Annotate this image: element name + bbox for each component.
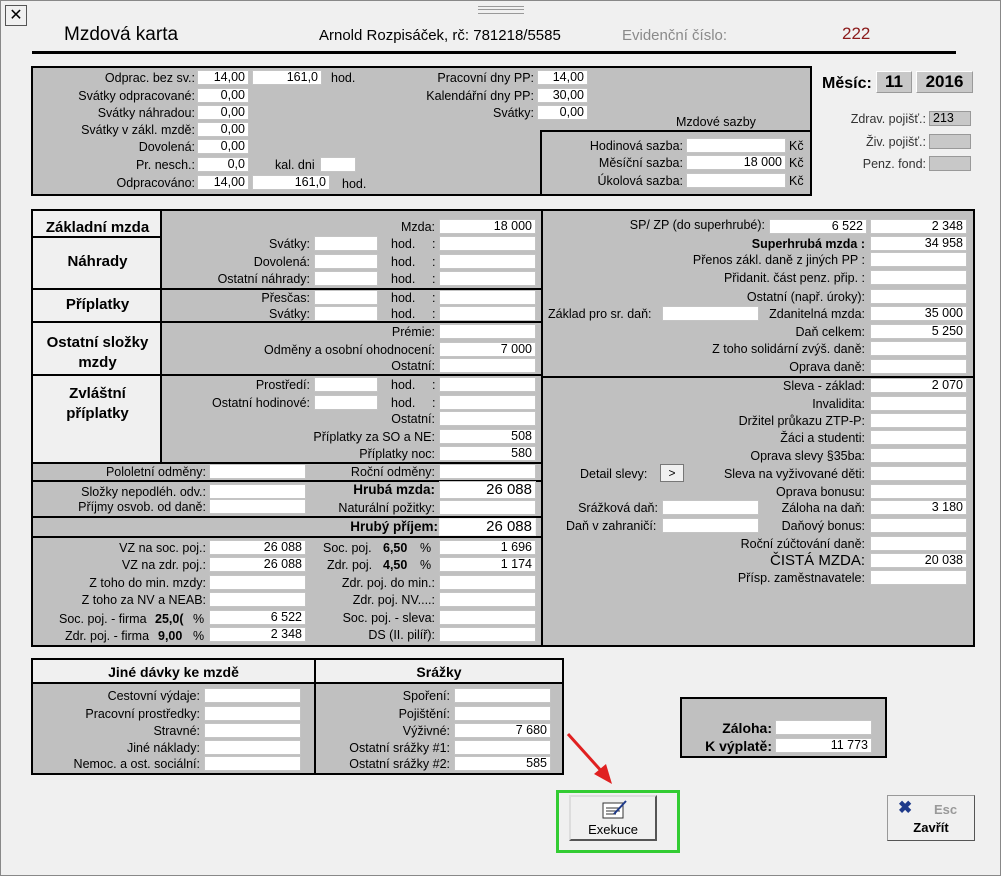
hruby-prijem-label: Hrubý příjem: <box>350 519 438 534</box>
ostatni-field[interactable] <box>439 358 536 373</box>
mzda-label: Mzda: <box>400 220 435 234</box>
hod-label: hod. <box>391 378 416 392</box>
zakladni-mzda-heading: Základní mzda <box>45 219 150 236</box>
vz-soc-field[interactable]: 26 088 <box>209 540 306 555</box>
ostatni-srazky-2-label: Ostatní srážky #2: <box>349 757 450 771</box>
k-vyplate-field[interactable]: 11 773 <box>775 738 872 753</box>
hodinova-label: Hodinová sazba: <box>589 139 683 153</box>
n-ostatni-field[interactable] <box>439 271 536 286</box>
p-svatky-label: Svátky: <box>269 307 310 321</box>
so-ne-field[interactable]: 508 <box>439 429 536 444</box>
odmeny-field[interactable]: 7 000 <box>439 342 536 357</box>
sp-field[interactable]: 6 522 <box>769 219 867 234</box>
esc-label: Esc <box>934 802 958 817</box>
zdr-firma-field[interactable]: 2 348 <box>209 627 306 642</box>
zaloha-label: Záloha: <box>722 720 772 736</box>
odprac-bez-sv-label: Odprac. bez sv.: <box>104 71 195 85</box>
colon-label: : <box>432 396 436 410</box>
sp-zp-label: SP/ ZP (do superhrubé): <box>629 218 765 232</box>
ziv-field[interactable] <box>929 134 971 149</box>
hruba-field[interactable]: 26 088 <box>439 481 536 499</box>
ztp-label: Držitel průkazu ZTP-P: <box>738 414 865 428</box>
kal-dni-field[interactable] <box>320 157 356 172</box>
zdr-nv-field[interactable] <box>439 592 536 607</box>
zdrav-label: Zdrav. pojišť.: <box>850 112 926 126</box>
svatky-zakl-field[interactable]: 0,00 <box>197 122 249 137</box>
kalendarni-dny-field[interactable]: 30,00 <box>537 88 588 103</box>
colon-label: : <box>432 378 436 392</box>
oprava-35-field[interactable] <box>870 448 967 463</box>
rocni-zuct-field[interactable] <box>870 536 967 551</box>
kalendarni-dny-label: Kalendářní dny PP: <box>426 89 534 103</box>
pr-nesch-label: Pr. nesch.: <box>135 158 195 172</box>
danovy-bonus-field[interactable] <box>870 518 967 533</box>
prisp-field[interactable] <box>870 570 967 585</box>
jine-naklady-label: Jiné náklady: <box>127 741 200 755</box>
dan-celkem-label: Daň celkem: <box>795 325 865 339</box>
rocni-label: Roční odměny: <box>350 465 435 479</box>
p-prescas-field[interactable] <box>439 290 536 305</box>
ds-label: DS (II. pilíř): <box>368 628 435 642</box>
n-dovolena-field[interactable] <box>439 254 536 269</box>
exekuce-button[interactable] <box>569 795 657 841</box>
nepodl-field[interactable] <box>209 484 306 499</box>
pct-label: % <box>420 541 432 555</box>
page-title: Mzdová karta <box>64 24 179 45</box>
document-pen-icon <box>600 800 628 820</box>
sazby-title: Mzdové sazby <box>676 115 756 129</box>
colon-label: : <box>432 272 436 286</box>
kc-label: Kč <box>789 174 804 188</box>
noc-field[interactable]: 580 <box>439 446 536 461</box>
hod-label: hod. <box>391 237 416 251</box>
mesicni-field[interactable]: 18 000 <box>686 155 786 170</box>
premie-field[interactable] <box>439 324 536 339</box>
cista-mzda-label: ČISTÁ MZDA: <box>769 552 865 569</box>
rocni-field[interactable] <box>439 464 536 479</box>
mzda-field[interactable]: 18 000 <box>439 219 536 234</box>
zaklad-sr-label: Základ pro sr. daň: <box>548 307 652 321</box>
zdrav-field[interactable]: 213 <box>929 111 971 126</box>
sporeni-field[interactable] <box>454 688 551 703</box>
solidarni-field[interactable] <box>870 341 967 356</box>
evid-label: Evidenční číslo: <box>622 27 728 44</box>
colon-label: : <box>432 237 436 251</box>
zaloha-dan-field[interactable]: 3 180 <box>870 500 967 515</box>
vyzivovane-label: Sleva na vyživované děti: <box>723 467 865 481</box>
ost-hod-label: Ostatní hodinové: <box>212 396 310 410</box>
kc-label: Kč <box>789 139 804 153</box>
prisp-label: Přísp. zaměstnavatele: <box>737 571 865 585</box>
vz-zdr-field[interactable]: 26 088 <box>209 557 306 572</box>
colon-label: : <box>432 307 436 321</box>
zv-ostatni-label: Ostatní: <box>391 412 435 426</box>
penz-label: Penz. fond: <box>862 157 926 171</box>
ztp-field[interactable] <box>870 413 967 428</box>
n-svatky-field[interactable] <box>439 236 536 251</box>
zdr-pct: 4,50 <box>383 558 408 572</box>
zahranici-label: Daň v zahraničí: <box>566 519 657 533</box>
z-toho-nv-label: Z toho za NV a NEAB: <box>81 593 206 607</box>
soc-pct: 6,50 <box>383 541 408 555</box>
odpracovano-label: Odpracováno: <box>116 176 195 190</box>
noc-label: Příplatky noc: <box>359 447 435 461</box>
ostatni-slozky-heading-2: mzdy <box>78 354 117 371</box>
ost-hod-field[interactable] <box>439 395 536 410</box>
ostatni-uroky-field[interactable] <box>870 289 967 304</box>
sporeni-label: Spoření: <box>402 689 450 703</box>
nahrady-heading: Náhrady <box>67 253 128 270</box>
oprava-dane-field[interactable] <box>870 359 967 374</box>
mesic-field[interactable]: 11 <box>876 71 912 93</box>
soc-poj-label: Soc. poj. <box>323 541 372 555</box>
oprava-dane-label: Oprava daně: <box>789 360 865 374</box>
stravne-field[interactable] <box>204 723 301 738</box>
hod-label: hod. <box>391 396 416 410</box>
superhruba-label: Superhrubá mzda : <box>751 237 865 251</box>
srazkova-field[interactable] <box>662 500 759 515</box>
ds-field[interactable] <box>439 627 536 642</box>
svatky-zakl-label: Svátky v zákl. mzdě: <box>81 123 195 137</box>
oprava-bonusu-field[interactable] <box>870 484 967 499</box>
zaloha-field[interactable] <box>775 720 872 735</box>
soc-sleva-label: Soc. poj. - sleva: <box>342 611 435 625</box>
hodinova-field[interactable] <box>686 138 786 153</box>
zaci-field[interactable] <box>870 430 967 445</box>
hod-label: hod. <box>331 71 356 85</box>
cestovni-field[interactable] <box>204 688 301 703</box>
odprac-bez-sv-days[interactable]: 14,00 <box>197 70 249 85</box>
vyzivne-label: Výživné: <box>402 724 450 738</box>
soc-firma-field[interactable]: 6 522 <box>209 610 306 625</box>
jine-davky-title: Jiné dávky ke mzdě <box>108 664 239 680</box>
cista-mzda-field[interactable]: 20 038 <box>870 553 967 568</box>
hod-label: hod. <box>391 291 416 305</box>
nemoc-label: Nemoc. a ost. sociální: <box>73 757 200 771</box>
colon-label: : <box>432 255 436 269</box>
pololetni-label: Pololetní odměny: <box>105 465 206 479</box>
pojisteni-label: Pojištění: <box>398 707 450 721</box>
pracovni-dny-label: Pracovní dny PP: <box>437 71 534 85</box>
pct-label: % <box>420 558 432 572</box>
n-dovolena-hours[interactable] <box>314 254 378 269</box>
n-dovolena-label: Dovolená: <box>253 255 310 269</box>
svatky-nahradou-field[interactable]: 0,00 <box>197 105 249 120</box>
pracovni-dny-field[interactable]: 14,00 <box>537 70 588 85</box>
vz-zdr-label: VZ na zdr. poj.: <box>121 558 206 572</box>
k-vyplate-label: K výplatě: <box>705 738 772 754</box>
detail-slevy-button[interactable]: > <box>660 464 684 482</box>
soc-firma-label: Soc. poj. - firma <box>59 612 147 626</box>
nepodl-label: Složky nepodléh. odv.: <box>81 485 206 499</box>
ostatni-slozky-heading: Ostatní složky <box>46 334 149 351</box>
ukolova-field[interactable] <box>686 173 786 188</box>
sleva-zaklad-field[interactable]: 2 070 <box>870 378 967 393</box>
pridanit-field[interactable] <box>870 270 967 285</box>
svatky-odprac-label: Svátky odpracované: <box>78 89 195 103</box>
dovolena-field[interactable]: 0,00 <box>197 139 249 154</box>
zvlastni-heading-2: příplatky <box>66 405 129 422</box>
ostatni-srazky-1-field[interactable] <box>454 740 551 755</box>
p-svatky-hours[interactable] <box>314 306 378 321</box>
dovolena-label: Dovolená: <box>138 140 195 154</box>
pct-label: % <box>193 612 205 626</box>
mesicni-label: Měsíční sazba: <box>598 156 683 170</box>
hod-label: hod. <box>391 255 416 269</box>
mesic-label: Měsíc: <box>822 75 872 92</box>
hod-label: hod. <box>391 307 416 321</box>
arrow-icon <box>564 730 616 786</box>
close-icon[interactable]: ✕ <box>5 5 27 26</box>
hod-label-2: hod. <box>342 177 367 191</box>
hruba-label: Hrubá mzda: <box>353 482 435 497</box>
soc-firma-pct: 25,0( <box>155 612 184 626</box>
zvlastni-heading: Zvláštní <box>69 385 126 402</box>
kc-label: Kč <box>789 156 804 170</box>
n-svatky-hours[interactable] <box>314 236 378 251</box>
ziv-label: Živ. pojišť.: <box>865 135 926 149</box>
danovy-bonus-label: Daňový bonus: <box>781 519 865 533</box>
p-prescas-hours[interactable] <box>314 290 378 305</box>
ukolova-label: Úkolová sazba: <box>597 174 683 188</box>
svatky-odprac-field[interactable]: 0,00 <box>197 88 249 103</box>
kal-dni-label: kal. dni <box>275 158 315 172</box>
employee-name: Arnold Rozpisáček, rč: 781218/5585 <box>319 27 561 44</box>
so-ne-label: Příplatky za SO a NE: <box>313 430 435 444</box>
stravne-label: Stravné: <box>153 724 200 738</box>
soc-poj-field[interactable]: 1 696 <box>439 540 536 555</box>
odmeny-label: Odměny a osobní ohodnocení: <box>264 343 435 357</box>
srazkova-label: Srážková daň: <box>578 501 658 515</box>
pr-nesch-field[interactable]: 0,0 <box>197 157 249 172</box>
invalidita-field[interactable] <box>870 396 967 411</box>
pracovni-label: Pracovní prostředky: <box>85 707 200 721</box>
ostatni-srazky-1-label: Ostatní srážky #1: <box>349 741 450 755</box>
superhruba-field[interactable]: 34 958 <box>870 236 967 251</box>
odpracovano-hours[interactable]: 161,0 <box>252 175 330 190</box>
ost-hod-hours[interactable] <box>314 395 378 410</box>
hod-label: hod. <box>391 272 416 286</box>
zdr-do-min-field[interactable] <box>439 575 536 590</box>
zaklad-sr-field[interactable] <box>662 306 759 321</box>
osvob-field[interactable] <box>209 499 306 514</box>
close-button[interactable] <box>887 795 975 841</box>
rok-field[interactable]: 2016 <box>916 71 973 93</box>
svatky-field[interactable]: 0,00 <box>537 105 588 120</box>
n-ostatni-hours[interactable] <box>314 271 378 286</box>
n-ostatni-label: Ostatní náhrady: <box>217 272 310 286</box>
n-svatky-label: Svátky: <box>269 237 310 251</box>
prostredi-hours[interactable] <box>314 377 378 392</box>
premie-label: Prémie: <box>391 325 435 339</box>
z-toho-min-label: Z toho do min. mzdy: <box>89 576 206 590</box>
p-svatky-field[interactable] <box>439 306 536 321</box>
zaloha-dan-label: Záloha na daň: <box>781 501 865 515</box>
zv-ostatni-field[interactable] <box>439 411 536 426</box>
prenos-field[interactable] <box>870 252 967 267</box>
detail-slevy-label: Detail slevy: <box>580 467 648 481</box>
prostredi-field[interactable] <box>439 377 536 392</box>
zp-field[interactable]: 2 348 <box>870 219 967 234</box>
p-prescas-label: Přesčas: <box>261 291 310 305</box>
oprava-bonusu-label: Oprava bonusu: <box>776 485 865 499</box>
odpracovano-days[interactable]: 14,00 <box>197 175 249 190</box>
pct-label: % <box>193 629 205 643</box>
zdr-poj-field[interactable]: 1 174 <box>439 557 536 572</box>
naturalni-label: Naturální požitky: <box>338 501 435 515</box>
zavrit-label: Zavřít <box>913 820 949 835</box>
vyzivovane-field[interactable] <box>870 466 967 481</box>
solidarni-label: Z toho solidární zvýš. daně: <box>712 342 865 356</box>
svatky-label: Svátky: <box>493 106 534 120</box>
drag-handle-icon[interactable] <box>478 6 524 14</box>
pojisteni-field[interactable] <box>454 706 551 721</box>
vyzivne-field[interactable]: 7 680 <box>454 723 551 738</box>
evid-value: 222 <box>842 24 871 43</box>
oprava-35-label: Oprava slevy §35ba: <box>750 449 865 463</box>
vz-soc-label: VZ na soc. poj.: <box>119 541 206 555</box>
penz-field[interactable] <box>929 156 971 171</box>
priplatky-heading: Příplatky <box>65 296 130 313</box>
ostatni-srazky-2-field[interactable]: 585 <box>454 756 551 771</box>
srazky-title: Srážky <box>416 664 462 680</box>
zdr-firma-pct: 9,00 <box>158 629 183 643</box>
z-toho-min-field[interactable] <box>209 575 306 590</box>
exekuce-label: Exekuce <box>588 822 638 837</box>
zdanitelna-field[interactable]: 35 000 <box>870 306 967 321</box>
ostatni-uroky-label: Ostatní (např. úroky): <box>746 290 865 304</box>
pridanit-label: Přidanit. část penz. přip. : <box>723 271 865 285</box>
nemoc-field[interactable] <box>204 756 301 771</box>
ostatni-label: Ostatní: <box>391 359 435 373</box>
zdr-do-min-label: Zdr. poj. do min.: <box>341 576 435 590</box>
invalidita-label: Invalidita: <box>812 397 865 411</box>
zahranici-field[interactable] <box>662 518 759 533</box>
prostredi-label: Prostředí: <box>255 378 310 392</box>
pracovni-field[interactable] <box>204 706 301 721</box>
colon-label: : <box>432 291 436 305</box>
zdr-firma-label: Zdr. poj. - firma <box>65 629 150 643</box>
soc-sleva-field[interactable] <box>439 610 536 625</box>
x-icon: ✖ <box>898 798 913 817</box>
zdanitelna-label: Zdanitelná mzda: <box>769 307 865 321</box>
odprac-bez-sv-hours[interactable]: 161,0 <box>252 70 322 85</box>
cestovni-label: Cestovní výdaje: <box>107 689 200 703</box>
zaci-label: Žáci a studenti: <box>780 431 865 445</box>
header-divider <box>32 51 956 54</box>
zdr-nv-label: Zdr. poj. NV....: <box>352 593 435 607</box>
z-toho-nv-field[interactable] <box>209 592 306 607</box>
svatky-nahradou-label: Svátky náhradou: <box>97 106 195 120</box>
jine-naklady-field[interactable] <box>204 740 301 755</box>
dan-celkem-field[interactable]: 5 250 <box>870 324 967 339</box>
hruby-prijem-field[interactable]: 26 088 <box>439 518 536 536</box>
sleva-zaklad-label: Sleva - základ: <box>783 379 865 393</box>
rocni-zuct-label: Roční zúčtování daně: <box>740 537 865 551</box>
osvob-label: Příjmy osvob. od daně: <box>78 500 206 514</box>
naturalni-field[interactable] <box>439 500 536 515</box>
prenos-label: Přenos zákl. daně z jiných PP : <box>692 253 865 267</box>
zdr-poj-label: Zdr. poj. <box>327 558 373 572</box>
center-divider <box>541 209 543 647</box>
pololetni-field[interactable] <box>209 464 306 479</box>
